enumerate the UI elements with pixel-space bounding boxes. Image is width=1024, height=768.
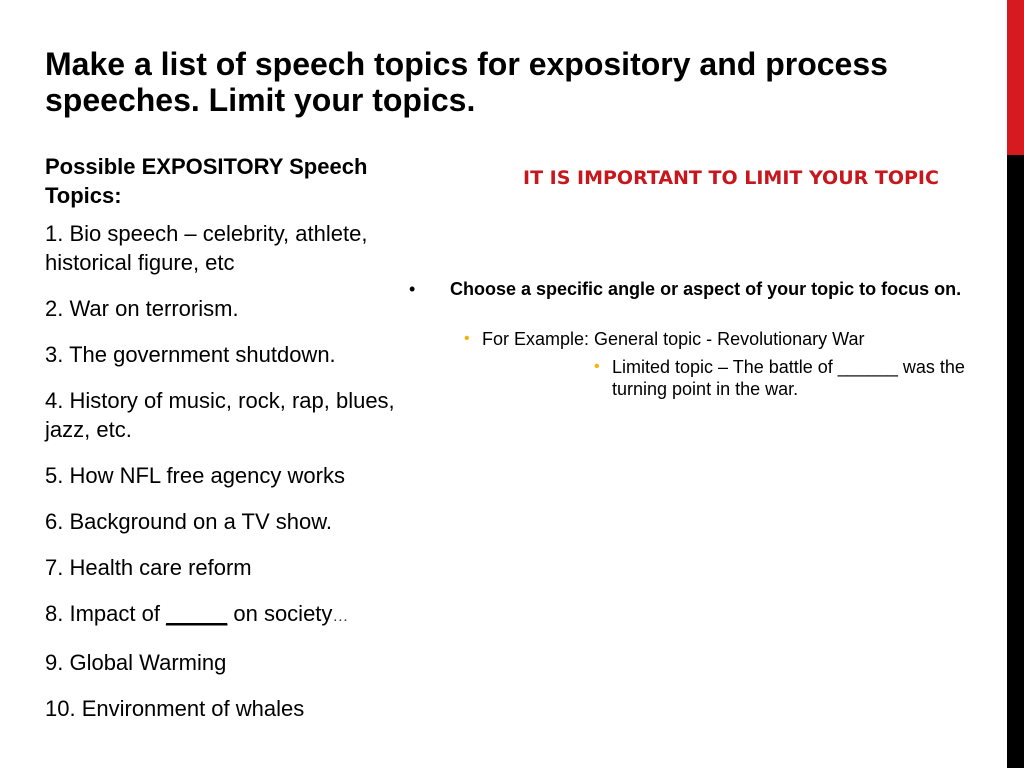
bullet-example-general-text: For Example: General topic - Revolutionary War	[482, 329, 865, 349]
topic-item-9: 9. Global Warming	[45, 650, 227, 675]
limit-topic-heading: IT IS IMPORTANT TO LIMIT YOUR TOPIC	[523, 167, 939, 189]
slide-title: Make a list of speech topics for expository and process speeches. Limit your topics.	[45, 46, 888, 118]
topic-item-8-blank: _____	[166, 601, 228, 626]
topic-item-8-ellipsis: …	[332, 608, 349, 625]
bullet-specific-angle	[409, 278, 969, 300]
topic-item-8-lead: 8. Impact of	[45, 601, 167, 626]
topic-item-7: 7. Health care reform	[45, 555, 252, 580]
bullet-specific-angle-text: Choose a specific angle or aspect of your topic to focus on.	[450, 279, 962, 299]
topic-item-10: 10. Environment of whales	[45, 696, 305, 721]
expository-topics-column	[45, 152, 415, 740]
side-accent-bar-red	[1007, 0, 1024, 155]
bullet-dot-icon: •	[464, 330, 470, 347]
topic-item-3: 3. The government shutdown.	[45, 342, 336, 367]
topic-item-1: 1. Bio speech – celebrity, athlete, historical figure, etc	[45, 221, 368, 275]
topic-item-5: 5. How NFL free agency works	[45, 463, 345, 488]
topic-item-4: 4. History of music, rock, rap, blues, jazz, etc.	[45, 388, 395, 442]
bullet-example-limited	[594, 356, 974, 400]
expository-topics-heading: Possible EXPOSITORY Speech Topics:	[45, 154, 368, 208]
bullet-dot-icon: •	[409, 279, 416, 299]
topic-item-8	[45, 599, 415, 631]
topic-item-6: 6. Background on a TV show.	[45, 509, 332, 534]
bullet-dot-icon: •	[594, 358, 600, 375]
bullet-example-general	[464, 328, 964, 350]
topic-item-2: 2. War on terrorism.	[45, 296, 239, 321]
topic-item-8-tail: on society	[227, 601, 333, 626]
bullet-example-limited-text: Limited topic – The battle of ______ was the turning point in the war.	[612, 357, 965, 399]
